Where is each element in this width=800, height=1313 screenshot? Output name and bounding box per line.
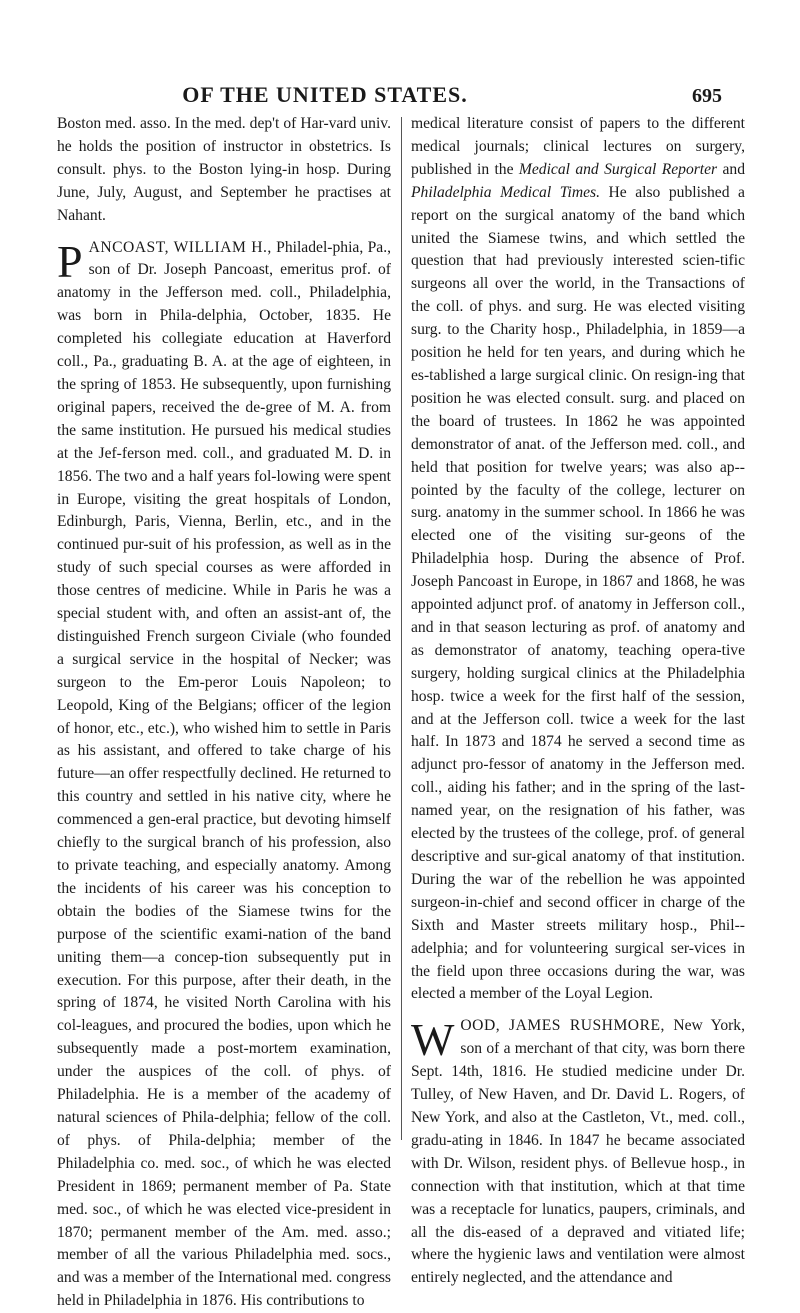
left-column [57, 113, 391, 1313]
right-column [411, 113, 745, 1290]
biography-entry-pancoast [57, 237, 391, 1313]
column-divider [401, 117, 402, 1140]
continued-paragraph: Boston med. asso. In the med. dep't of Har-vard univ. he holds the position of instructor in obstetrics. Is consult. phys. to the Boston lying-in hosp. During June, July, August, and September he practises at Nahant. [57, 115, 391, 224]
journal-title: Philadelphia Medical Times. [411, 183, 600, 201]
drop-cap: P [57, 235, 83, 287]
paragraph-text: and [717, 160, 746, 178]
running-title: OF THE UNITED STATES. [182, 82, 468, 107]
journal-title: Medical and Surgical Reporter [518, 160, 718, 178]
page-header [0, 0, 800, 110]
continued-paragraph [411, 113, 745, 1006]
biography-entry-wood [411, 1015, 745, 1290]
paragraph-text: medical literature consist of papers to the different medical journals; clinical lectures on surgery, published in the [411, 115, 745, 178]
paragraph-text: He also published a report on the surgical anatomy of the band which united the Siamese twins, and which settled the question that had previously interested scien-tific surgeons all over the world, in the Transactions of the coll. of phys. and surg. He was elected visiting surg. to the Charity hosp., Philadelphia, in 1859—a position he held for ten years, and during which he es-tablished a large surgical clinic. On resign-ing that position he was elected consult. surg. and placed on the board of trustees. In 1862 he was appointed demonstrator of anat. of the Jefferson med. coll., and held that position for twelve years; was also ap-pointed by the faculty of the college, lecturer on surg. anatomy in the summer school. In 1866 he was elected one of the visiting sur-geons of the Philadelphia hosp. During the absence of Prof. Joseph Pancoast in Europe, in 1867 and 1868, he was appointed adjunct prof. of anatomy in Jefferson coll., and in that season lecturing as prof. of anatomy and as demonstrator of anatomy, teaching opera-tive surgery, holding surgical clinics at the Philadelphia hosp. twice a week for the first half of the session, and at the Jefferson coll. twice a week for the last half. In 1873 and 1874 he served a second time as adjunct pro-fessor of anatomy in the Jefferson med. coll., aiding his father; and in the spring of the last-named year, on the resignation of his father, was elected by the trustees of the college, prof. of general descriptive and sur-gical anatomy of that institution. During the war of the rebellion he was appointed surgeon-in-chief and second officer in charge of the Sixth and Master streets military hosp., Phil-adelphia; and for volunteering surgical ser-vices in the field upon three occasions during the war, was elected a member of the Loyal Legion. [411, 183, 745, 1003]
entry-text: New York, son of a merchant of that city, was born there Sept. 14th, 1816. He studied medicine under Dr. Tulley, of New Haven, and Dr. David L. Rogers, of New York, and also at the Castleton, Vt., med. coll., gradu-ating in 1846. In 1847 he became associated with Dr. Wilson, resident phys. of Bellevue hosp., in connection with that institution, which at that time was a receptacle for lunatics, paupers, criminals, and all the dis-eased of a depraved and vitiated life; where the hygienic laws and ventilation were almost entirely neglected, and the attendance and [411, 1017, 746, 1287]
entry-headword: ANCOAST, WILLIAM H., [88, 238, 272, 256]
entry-text: Philadel-phia, Pa., son of Dr. Joseph Pancoast, emeritus prof. of anatomy in the Jefferson med. coll., Philadelphia, was born in Phila-delphia, October, 1835. He completed his collegiate education at Haverford coll., Pa., graduating B. A. at the age of eighteen, in the spring of 1853. He subsequently, upon furnishing original papers, received the de-gree of M. A. from the same institution. He pursued his medical studies at the Jef-ferson med. coll., and graduated M. D. in 1856. The two and a half years fol-lowing were spent in Europe, visiting the great hospitals of London, Edinburgh, Paris, Vienna, Berlin, etc., and in the continued pur-suit of his profession, as well as in the study of such special courses as were afforded in those centres of medicine. While in Paris he was a special student with, and often an assist-ant of, the distinguished French surgeon Civiale (who founded a surgical service in the hospital of Necker; was surgeon to the Em-peror Louis Napoleon; to Leopold, King of the Belgians; officer of the legion of honor, etc., etc.), who wished him to settle in Paris as his assistant, and offered to take charge of his future—an offer respectfully declined. He returned to this country and settled in his native city, where he commenced a gen-eral practice, but devoting himself chiefly to the surgical branch of his profession, also to private teaching, and especially anatomy. Among the incidents of his career was his conception to obtain the bodies of the Siamese twins for the purpose of the scientific exami-nation of the band uniting them—a concep-tion subsequently put in execution. For this purpose, after their death, in the spring of 1874, he visited North Carolina with his col-leagues, and procured the bodies, upon which he subsequently made a post-mortem examination, under the auspices of the coll. of phys. of Philadelphia. He is a member of the academy of natural sciences of Phila-delphia; fellow of the coll. of phys. of Phila-delphia; member of the Philadelphia co. med. soc., of which he was elected President in 1869; permanent member of Pa. State med. soc., of which he was elected vice-president in 1870; permanent member of the Am. med. asso.; member of all the various Philadelphia med. socs., and was a member of the International med. congress held in Philadelphia in 1876. His contributions to [57, 238, 391, 1310]
drop-cap: W [411, 1014, 455, 1066]
page-number: 695 [692, 85, 722, 107]
entry-headword: OOD, JAMES RUSHMORE, [460, 1017, 665, 1035]
